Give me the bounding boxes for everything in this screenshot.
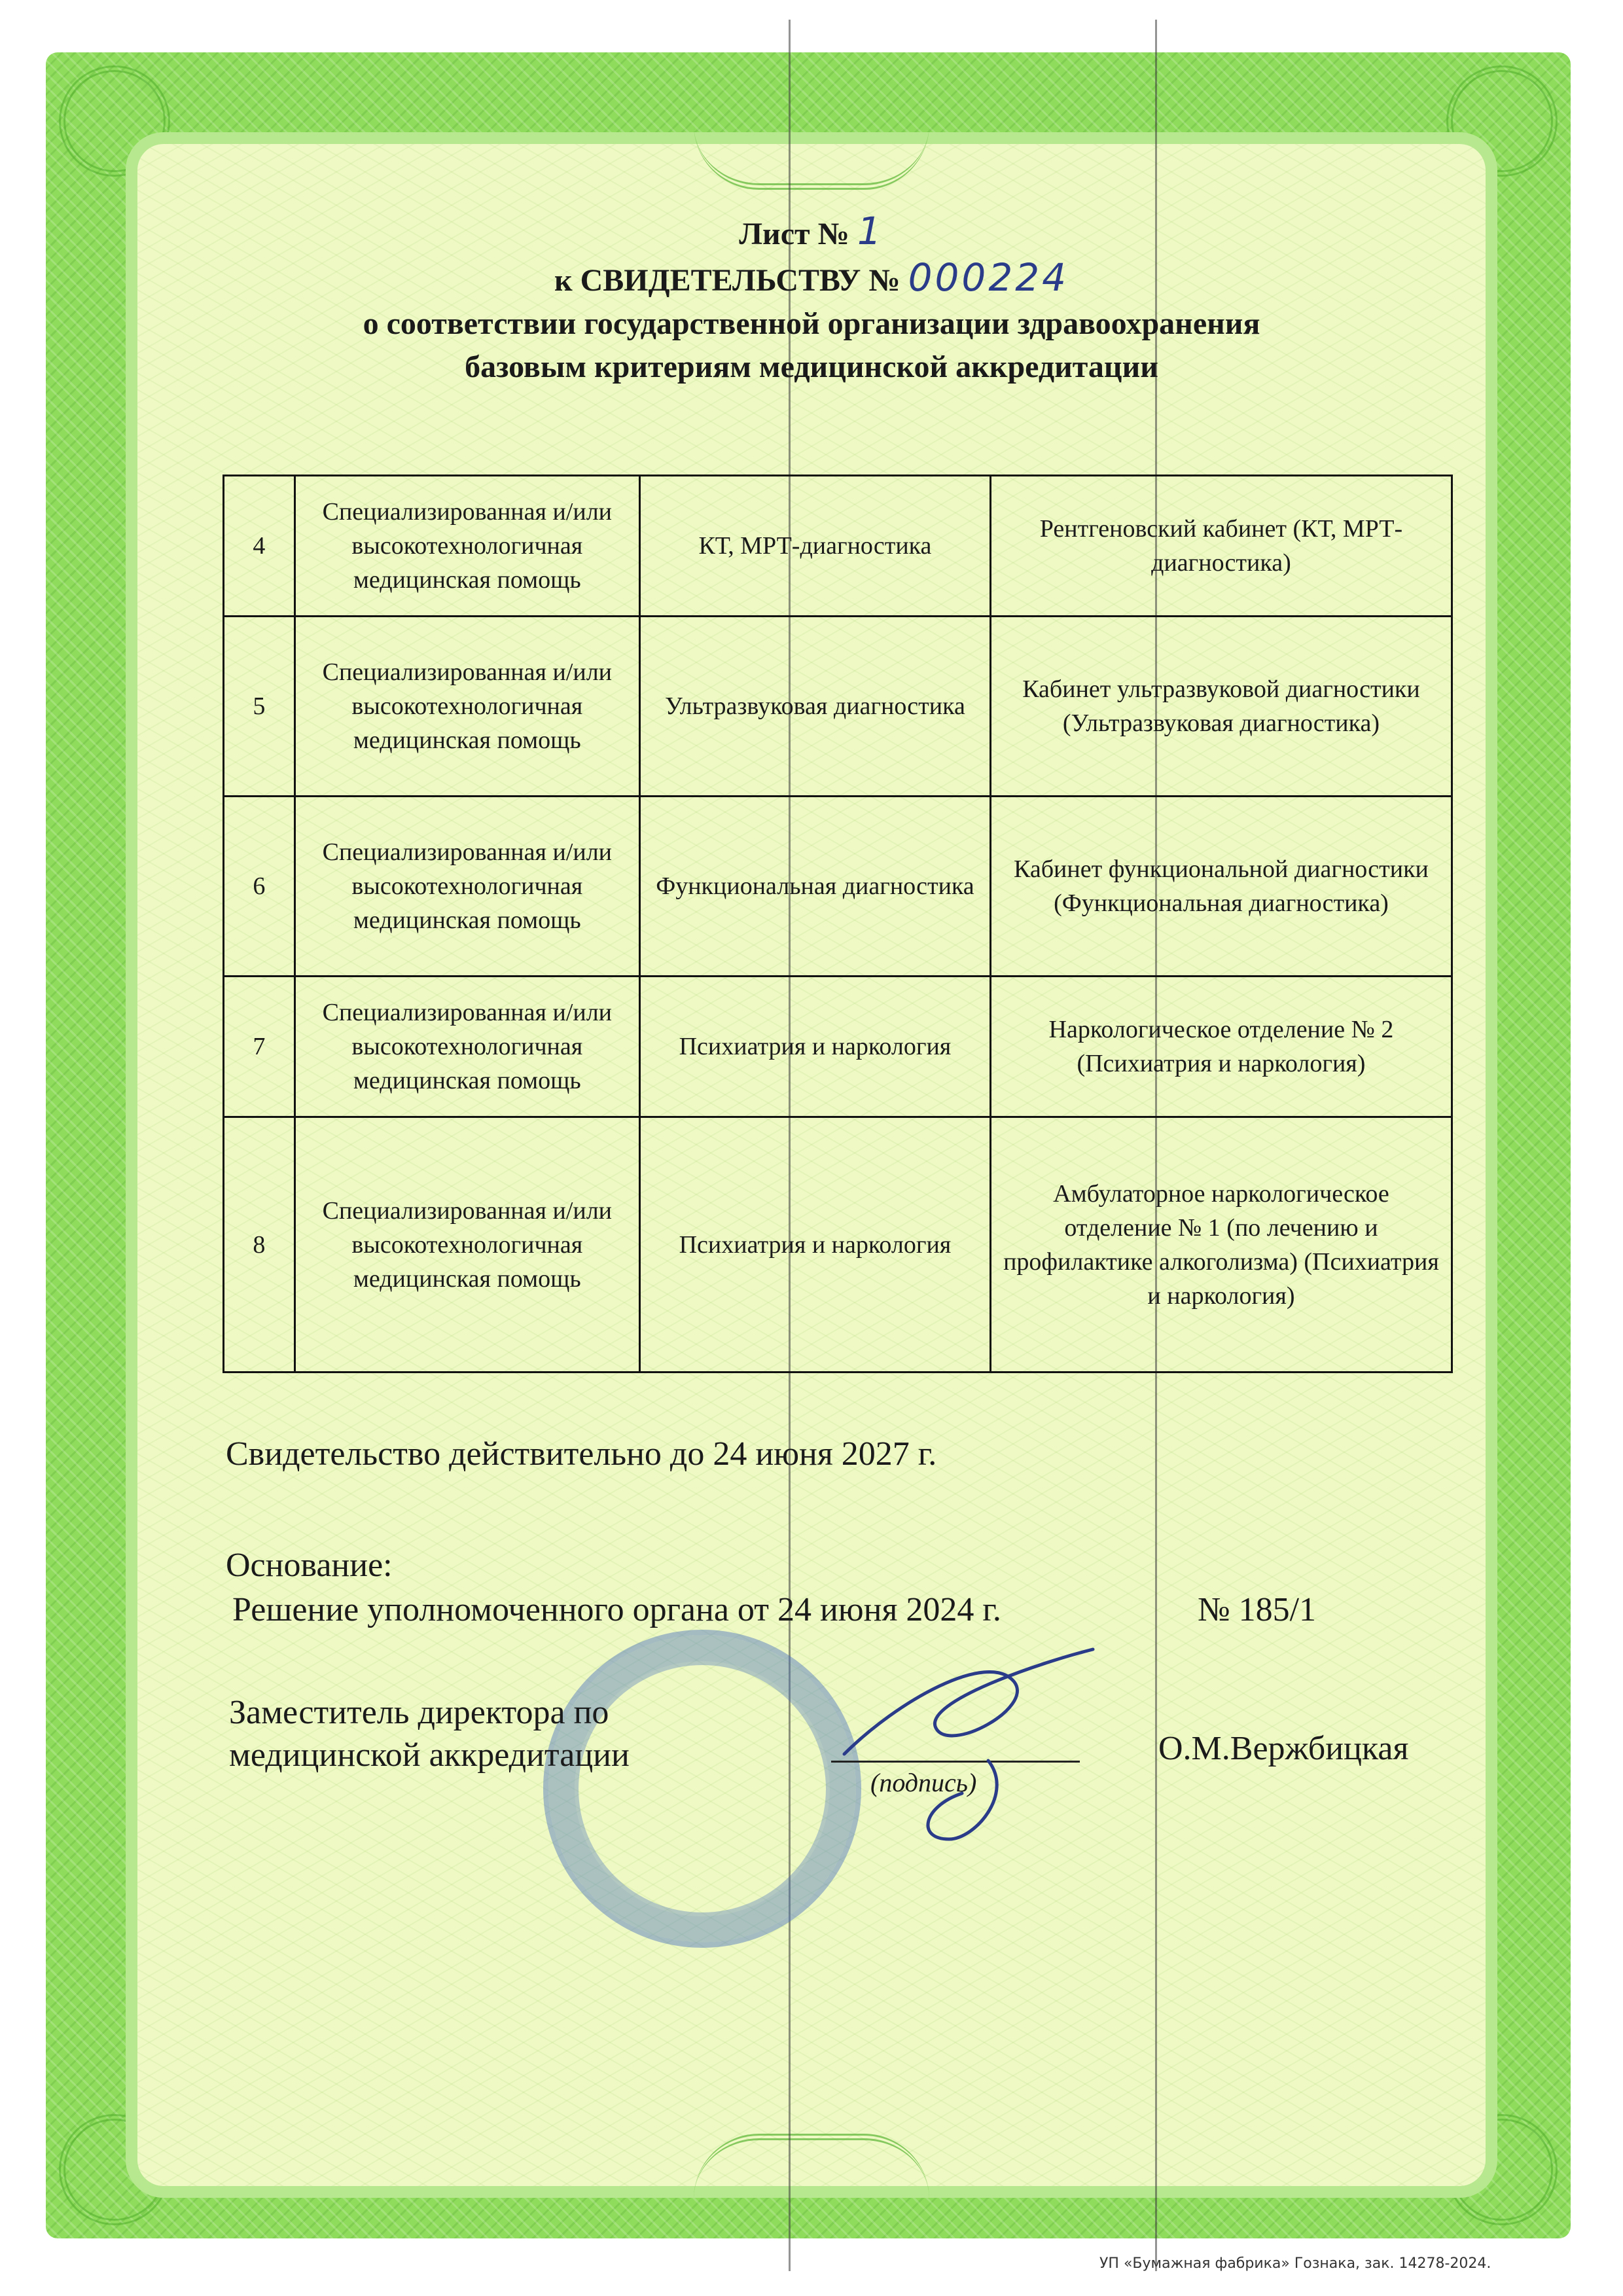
basis-label: Основание:: [226, 1547, 393, 1584]
sheet-number: 1: [857, 209, 884, 253]
table-row: [224, 476, 1452, 617]
care-type: Специализированная и/или высокотехнологичная медицинская помощь: [294, 617, 639, 797]
row-number: 8: [224, 1117, 295, 1372]
basis-decision: Решение уполномоченного органа от 24 июня 2024 г.: [232, 1591, 1001, 1628]
table-row: [224, 617, 1452, 797]
row-number: 5: [224, 617, 295, 797]
row-number: 6: [224, 797, 295, 977]
certificate-label: к СВИДЕТЕЛЬСТВУ №: [554, 263, 901, 298]
certificate-number: 000224: [908, 255, 1069, 300]
table-row: [224, 1117, 1452, 1372]
care-type: Специализированная и/или высокотехнологичная медицинская помощь: [294, 476, 639, 617]
title-line-3: о соответствии государственной организации здравоохранения: [363, 306, 1260, 341]
printer-note: УП «Бумажная фабрика» Гознака, зак. 14278-2024.: [1099, 2255, 1491, 2272]
handwritten-signature: [818, 1623, 1132, 1859]
top-ornament: [694, 124, 929, 190]
unit: Наркологическое отделение № 2 (Психиатрия и наркология): [990, 977, 1452, 1117]
profile: Психиатрия и наркология: [639, 977, 990, 1117]
unit: Кабинет функциональной диагностики (Функциональная диагностика): [990, 797, 1452, 977]
bottom-ornament: [694, 2134, 929, 2199]
official-stamp: [543, 1630, 861, 1948]
validity-statement: Свидетельство действительно до 24 июня 2027 г.: [226, 1435, 937, 1473]
unit: Амбулаторное наркологическое отделение № 1 (по лечению и профилактике алкоголизма) (Психиатрия и наркология): [990, 1117, 1452, 1372]
unit: Рентгеновский кабинет (КТ, МРТ-диагностика): [990, 476, 1452, 617]
profile: Психиатрия и наркология: [639, 1117, 990, 1372]
sheet-number-line: [196, 209, 1427, 256]
title-line-4: базовым критериям медицинской аккредитации: [465, 350, 1158, 384]
signatory-position: Заместитель директора по: [229, 1694, 609, 1731]
row-number: 7: [224, 977, 295, 1117]
document-title: [196, 209, 1427, 389]
sheet-label: Лист №: [739, 217, 849, 251]
row-number: 4: [224, 476, 295, 617]
basis-number: № 185/1: [1198, 1591, 1317, 1628]
signatory-position: медицинской аккредитации: [229, 1736, 630, 1774]
care-type: Специализированная и/или высокотехнологичная медицинская помощь: [294, 797, 639, 977]
table-row: [224, 797, 1452, 977]
care-type: Специализированная и/или высокотехнологичная медицинская помощь: [294, 1117, 639, 1372]
care-type: Специализированная и/или высокотехнологичная медицинская помощь: [294, 977, 639, 1117]
criteria-table: [223, 475, 1453, 1373]
table-row: [224, 977, 1452, 1117]
profile: Ультразвуковая диагностика: [639, 617, 990, 797]
certificate-number-line: [196, 256, 1427, 302]
profile: Функциональная диагностика: [639, 797, 990, 977]
signature-caption: (подпись): [870, 1768, 977, 1797]
profile: КТ, МРТ-диагностика: [639, 476, 990, 617]
unit: Кабинет ультразвуковой диагностики (Ультразвуковая диагностика): [990, 617, 1452, 797]
signatory-name: О.М.Вержбицкая: [1158, 1730, 1409, 1767]
